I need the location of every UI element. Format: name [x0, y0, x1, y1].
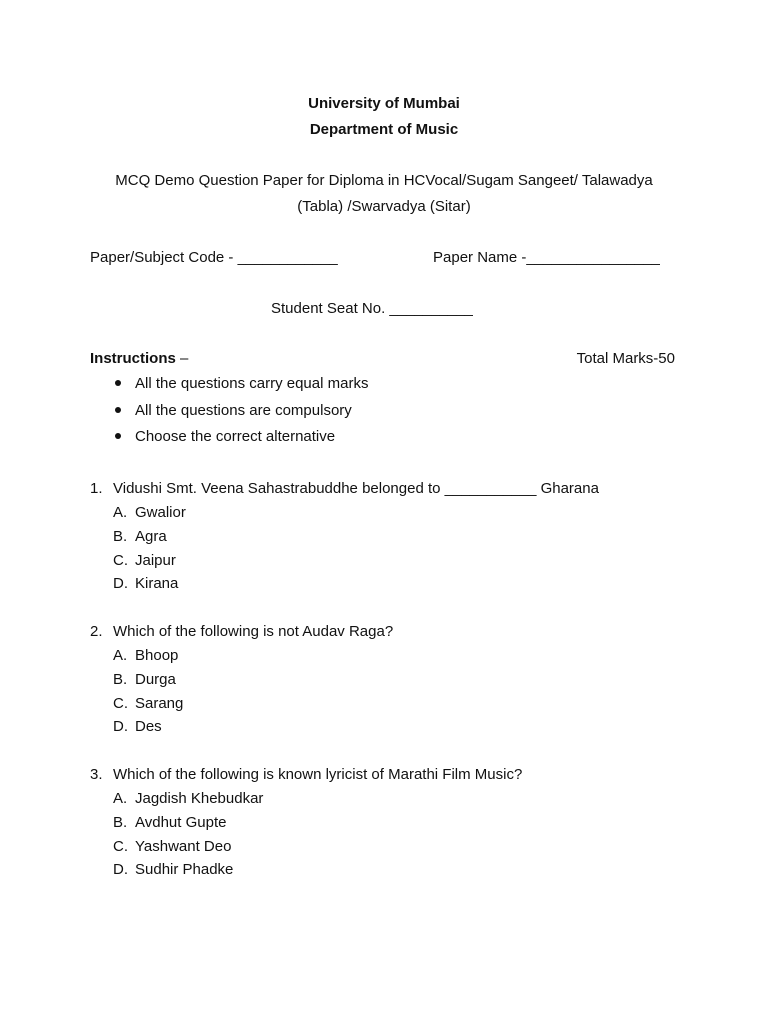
instruction-item: All the questions are compulsory	[112, 401, 368, 428]
paper-name-field: Paper Name -________________	[433, 249, 660, 266]
option-item: B. Avdhut Gupte	[113, 813, 227, 831]
option-item: D. Des	[113, 718, 162, 736]
instructions-heading	[90, 349, 188, 369]
university-title: University of Mumbai	[308, 95, 460, 112]
instructions-dash: –	[175, 350, 189, 367]
instructions-label: Instructions	[90, 350, 176, 367]
bullet-icon	[115, 407, 121, 413]
option-list	[90, 646, 710, 741]
option-list	[90, 789, 710, 884]
department-title: Department of Music	[309, 121, 459, 138]
option-item: A. Gwalior	[113, 504, 186, 521]
question-stem: 2. Which of the following is not Audav Raga?	[90, 623, 394, 640]
option-item: C. Jaipur	[113, 551, 176, 569]
option-item: C. Yashwant Deo	[113, 837, 232, 855]
option-item: D. Sudhir Phadke	[113, 861, 234, 879]
paper-subtitle-line-1: MCQ Demo Question Paper for Diploma in HCVocal/Sugam Sangeet/ Talawadya	[115, 172, 653, 189]
question-1	[90, 479, 710, 598]
bullet-icon	[115, 433, 121, 439]
option-item: D. Kirana	[113, 575, 179, 593]
option-item: B. Agra	[113, 527, 167, 545]
bullet-icon	[115, 380, 121, 386]
question-stem: 3. Which of the following is known lyricist of Marathi Film Music?	[90, 766, 523, 783]
paper-code-field: Paper/Subject Code - ____________	[90, 249, 338, 266]
option-list	[90, 503, 710, 598]
question-3	[90, 765, 710, 884]
option-item: B. Durga	[113, 670, 176, 688]
option-item: A. Jagdish Khebudkar	[113, 790, 264, 807]
total-marks: Total Marks-50	[576, 350, 675, 367]
paper-subtitle-line-2: (Tabla) /Swarvadya (Sitar)	[297, 198, 471, 215]
instruction-item: Choose the correct alternative	[112, 427, 368, 454]
instruction-item: All the questions carry equal marks	[112, 374, 368, 401]
question-2	[90, 622, 710, 741]
seat-number-field: Student Seat No. __________	[271, 300, 473, 317]
question-stem: 1. Vidushi Smt. Veena Sahastrabuddhe belonged to ___________ Gharana	[90, 480, 599, 497]
instructions-list	[112, 374, 368, 454]
option-item: C. Sarang	[113, 694, 184, 712]
option-item: A. Bhoop	[113, 647, 179, 664]
